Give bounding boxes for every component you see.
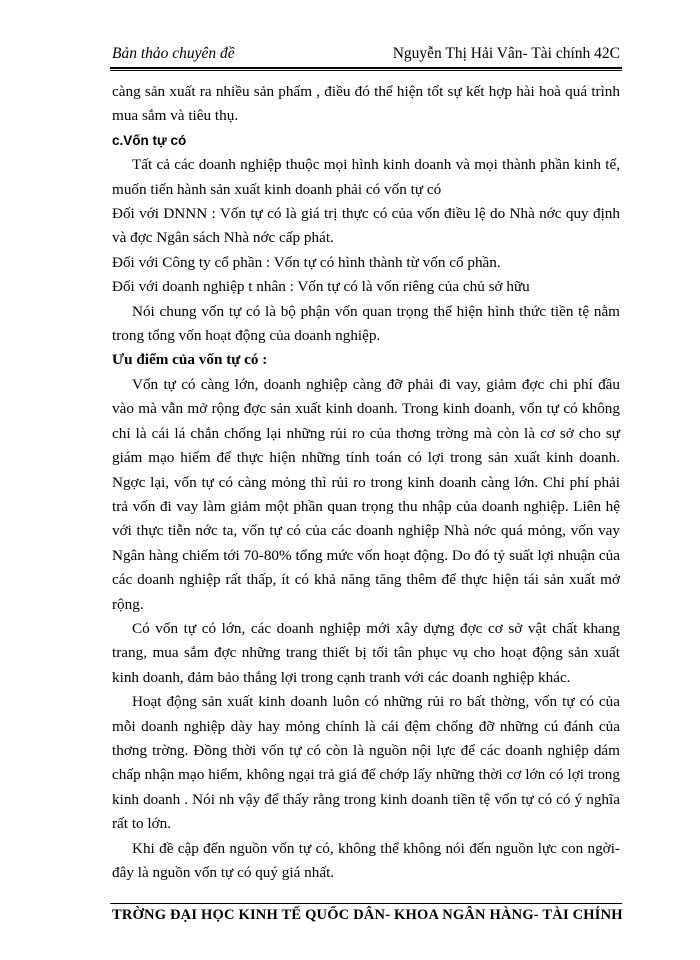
document-body bbox=[112, 80, 620, 885]
paragraph: Vốn tự có càng lớn, doanh nghiệp càng đỡ phải đi vay, giảm đợc chi phí đầu vào mà vẫn mở rộng đợc sản xuất kinh doanh. Trong kinh doanh, vốn tự có không chỉ là cái lá chắn chống lại những rủi ro của thơng trờng mà còn là cơ sở cho sự giám mạo hiểm để thực hiện những tính toán có lợi trong sản xuất kinh doanh. Ngợc lại, vốn tự có càng mỏng thì rủi ro trong kinh doanh càng lớn. Chi phí phải trả vốn đi vay làm giảm một phần quan trọng thu nhập của doanh nghiệp. Liên hệ với thực tiễn nớc ta, vốn tự có của các doanh nghiệp Nhà nớc quá mỏng, vốn vay Ngân hàng chiếm tới 70-80% tổng mức vốn hoạt động. Do đó tỷ suất lợi nhuận của các doanh nghiệp rất thấp, ít có khả năng tăng thêm để thực hiện tái sản xuất mở rộng. bbox=[112, 375, 620, 613]
paragraph: Khi đề cập đến nguồn vốn tự có, không thể không nói đến nguồn lực con ngời- đây là nguồn vốn tự có quý giá nhất. bbox=[112, 839, 620, 881]
section-heading: c.Vốn tự có bbox=[112, 132, 187, 148]
paragraph: Tất cả các doanh nghiệp thuộc mọi hình kinh doanh và mọi thành phần kinh tế, muốn tiến hành sản xuất kinh doanh phải có vốn tự có bbox=[112, 156, 620, 198]
header-author: Nguyễn Thị Hải Vân- Tài chính 42C bbox=[392, 45, 620, 62]
header-document-title: Bản thảo chuyên đề bbox=[112, 45, 235, 62]
subsection-heading: Ưu điểm của vốn tự có : bbox=[112, 351, 268, 369]
header-rule bbox=[110, 67, 622, 71]
paragraph: Đối với Công ty cổ phần : Vốn tự có hình thành từ vốn cổ phần. bbox=[112, 253, 501, 271]
page-footer: TRỜNG ĐẠI HỌC KINH TẾ QUỐC DÂN- KHOA NGÂN HÀNG- TÀI CHÍNH bbox=[112, 907, 623, 923]
paragraph: càng sản xuất ra nhiều sản phẩm , điều đó thể hiện tốt sự kết hợp hài hoà quá trình mua sắm và tiêu thụ. bbox=[112, 83, 620, 125]
page-header bbox=[112, 44, 620, 64]
paragraph: Có vốn tự có lớn, các doanh nghiệp mới xây dựng đợc cơ sở vật chất khang trang, mua sắm đợc những trang thiết bị tối tân phục vụ cho hoạt động sản xuất kinh doanh, đảm bảo thắng lợi trong cạnh tranh với các doanh nghiệp khác. bbox=[112, 619, 620, 686]
paragraph: Đối với doanh nghiệp t nhân : Vốn tự có là vốn riêng của chủ sở hữu bbox=[112, 278, 530, 296]
paragraph: Nói chung vốn tự có là bộ phận vốn quan trọng thể hiện hình thức tiền tệ nằm trong tổng vốn hoạt động của doanh nghiệp. bbox=[112, 302, 620, 345]
paragraph: Hoạt động sản xuất kinh doanh luôn có những rủi ro bất thờng, vốn tự có của mỗi doanh nghiệp dày hay mỏng chính là cái đệm chống đỡ những cú đánh của thơng trờng. Đồng thời vốn tự có còn là nguồn nội lực để các doanh nghiệp dám chấp nhận mạo hiểm, không ngại trả giá để chớp lấy những thời cơ lớn có lợi trong kinh doanh . Nói nh vậy để thấy rằng trong kinh doanh tiền tệ vốn tự có có ý nghĩa rất to lớn. bbox=[112, 693, 620, 833]
footer-rule bbox=[110, 903, 622, 904]
paragraph: Đối với DNNN : Vốn tự có là giá trị thực có của vốn điều lệ do Nhà nớc quy định và đợc Ngân sách Nhà nớc cấp phát. bbox=[112, 205, 620, 247]
